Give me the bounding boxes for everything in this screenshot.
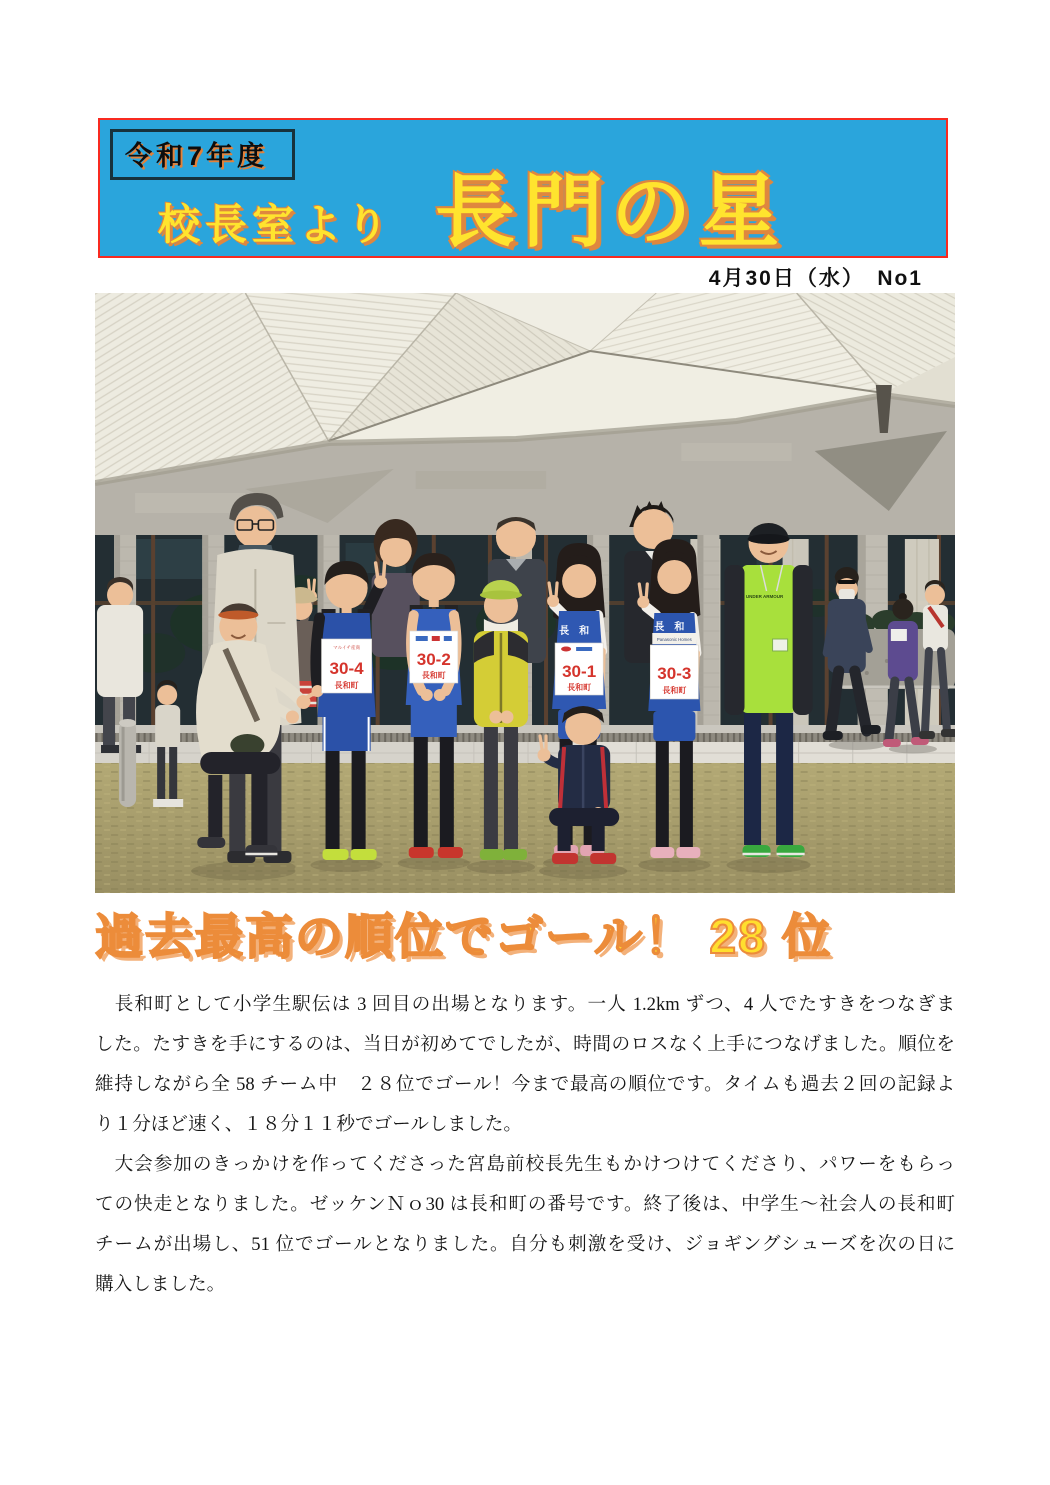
- body-line: 維持しながら全 58 チーム中 ２８位でゴール！今まで最高の順位です。タイムも過去２回の記録よ: [95, 1074, 955, 1095]
- body-line: ての快走となりました。ゼッケンＮｏ30 は長和町の番号です。終了後は、中学生～社会人の長和町: [95, 1194, 955, 1215]
- jersey-text: 長和: [559, 626, 600, 637]
- body-line: り１分ほど速く、１８分１１秒でゴールしました。: [95, 1114, 522, 1135]
- bib-team: 長和町: [334, 681, 359, 690]
- body-line: チームが出場し、51 位でゴールとなりました。自分も刺激を受け、ジョギングシューズを次の日に: [95, 1234, 955, 1255]
- body-line: 大会参加のきっかけを作ってくださった宮島前校長先生もかけつけてくださり、パワーをもらっ: [95, 1154, 955, 1175]
- bib-number: 30-1: [562, 662, 597, 681]
- bib-number: 30-4: [329, 659, 364, 678]
- bib-team: 長和町: [421, 671, 446, 680]
- bib-sponsor-text: マルイチ産商: [333, 645, 360, 650]
- bib-number: 30-3: [657, 664, 692, 683]
- team-photo-illustration: [95, 293, 955, 893]
- bib-team: 長和町: [567, 683, 592, 692]
- shirt-brand-text: UNDER ARMOUR: [745, 594, 784, 599]
- article-body: [95, 985, 955, 1305]
- banner-subtitle: 校長室より: [158, 201, 394, 248]
- newsletter-title: 長門の星: [435, 167, 788, 256]
- masthead-titles: [158, 167, 788, 256]
- masthead-banner: [98, 118, 948, 258]
- bollard: [119, 719, 136, 807]
- team-photo: [95, 293, 955, 893]
- bib-number: 30-2: [416, 650, 451, 669]
- article-headline: 過去最高の順位でゴール！ 28 位: [95, 911, 833, 964]
- jersey-text: 長和: [654, 622, 695, 633]
- body-line: した。たすきを手にするのは、当日が初めてでしたが、時間のロスなく上手につなげました。順位を: [95, 1034, 955, 1055]
- body-line: 長和町として小学生駅伝は 3 回目の出場となります。一人 1.2km ずつ、4 人でたすきをつなぎま: [95, 994, 955, 1015]
- jersey-sponsor-text: Panasonic Homes: [656, 637, 692, 642]
- year-badge: 令和7年度: [110, 129, 295, 180]
- issue-dateline: 4月30日（水） No1: [708, 267, 923, 290]
- bib-team: 長和町: [662, 686, 687, 695]
- body-line: 購入しました。: [95, 1274, 226, 1295]
